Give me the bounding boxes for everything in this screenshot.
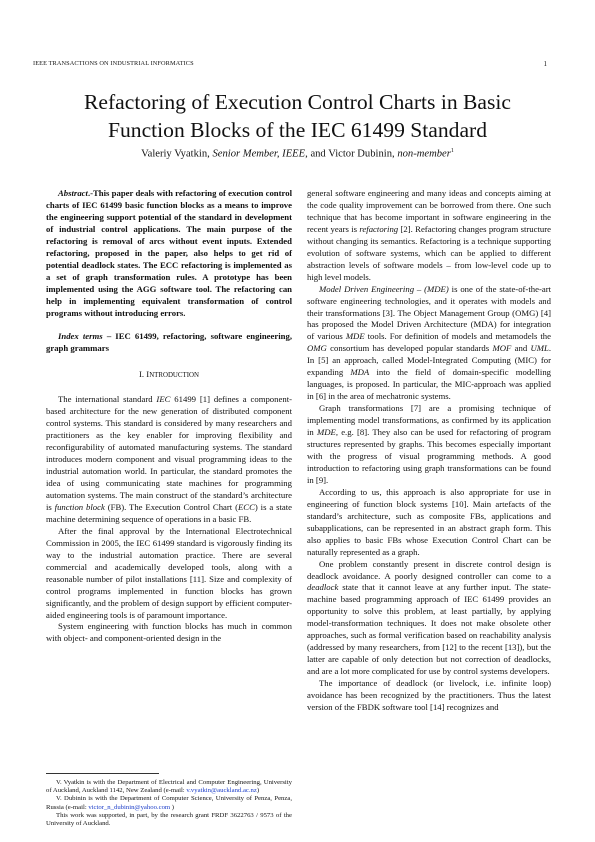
author-line: [0, 148, 595, 160]
email-link-vyatkin[interactable]: v.vyatkin@auckland.ac.nz: [186, 787, 257, 795]
author-and: and: [310, 148, 326, 160]
footnotes: [46, 779, 292, 828]
right-paragraph-1: general software engineering and many ideas and concepts aiming at the code quality improvement can be borrowed from there. One such technique that has become important in software engineering in the recent years is refactoring [2]. Refactoring changes program structure without changing its semantics. Refactoring is a technique supporting evolution of software systems, which can be applied to different abstraction levels of software models – from low-level code up to high level models.: [307, 188, 551, 282]
right-paragraph-6: The importance of deadlock (or livelock, i.e. infinite loop) avoidance has been recognized by the practitioners. Thus the latest version of the FBDK software tool [14] recognizes and: [307, 678, 551, 712]
right-paragraph-5: One problem constantly present in discrete control design is deadlock avoidance. A poorly designed controller can come to a deadlock state that it cannot leave at any further input. The state-machine based programming approach of IEC 61499 provides an opportunity to solve this problem, at least partially, by applying model-transformation techniques. It does not make obsolete other approaches, such as formal verification based on reachability analysis (addressed by many researchers, from [12] to the recent [13]), but the latter are capable of only detection but not correction of deadlocks, and are a lot more complicated for use by control systems developers.: [307, 558, 551, 677]
author-2-name: Victor Dubinin,: [328, 148, 395, 160]
index-terms-text: – IEC 61499, refactoring, software engineering, graph grammars: [46, 331, 292, 354]
section-heading-introduction: I. INTRODUCTION: [139, 369, 199, 380]
footnote-funding: This work was supported, in part, by the research grant FRDF 3622763 / 9573 of the University of Auckland.: [46, 811, 292, 828]
author-1-role: Senior Member, IEEE,: [212, 148, 308, 160]
email-link-dubinin[interactable]: victor_n_dubinin@yahoo.com: [88, 803, 171, 811]
page-number: 1: [543, 60, 547, 68]
right-paragraph-3: Graph transformations [7] are a promising technique of implementing model transformations, as confirmed by its application in MDE, e.g. [8]. They also can be used for refactoring of program structures represented by graphs. This becomes especially important with the progress of visual programming methods. A good introduction to refactoring using graph transformations can be found in [9].: [307, 403, 551, 485]
author-2-role: non-member: [397, 148, 451, 160]
index-terms-lead: Index terms: [58, 331, 103, 342]
intro-paragraph-2: After the final approval by the International Electrotechnical Commission in 2005, the IEC 61499 standard is vigorously finding its way to the industrial automation practice. There are several commercial and academically developed tools, along with a reasonable number of pilot installations [11]. Size and complexity of control programs implemented in function blocks has grown significantly, and the problem of design support by efficient computer-aided engineering tools is of paramount importance.: [46, 525, 292, 620]
paper-title: [0, 88, 595, 144]
right-column: [307, 188, 551, 714]
abstract: [46, 188, 292, 319]
running-header: IEEE TRANSACTIONS ON INDUSTRIAL INFORMATICS: [33, 60, 194, 67]
right-paragraph-4: According to us, this approach is also appropriate for use in engineering of function block systems [10]. Main artefacts of the standard’s architecture, such as composite FBs, applications and subapplications, can be represented in an abstract graph form. This also applies to basic FBs whose Execution Control Chart can be naturally represented as a graph.: [307, 486, 551, 557]
left-column: [46, 188, 292, 645]
footnote-rule: [46, 773, 159, 774]
author-1-name: Valeriy Vyatkin,: [141, 148, 210, 160]
footnote-vyatkin: V. Vyatkin is with the Department of Electrical and Computer Engineering, University of Auckland, Auckland 1142, New Zealand (e-mail: v.vyatkin@auckland.ac.nz): [46, 779, 292, 795]
right-paragraph-2: Model Driven Engineering – (MDE) is one of the state-of-the-art software engineering technologies, and it operates with models and their transformations [3]. The Object Management Group (OMG) [4] has proposed the Model Driven Architecture (MDA) for integration of various MDE tools. For definition of models and metamodels the OMG consortium has developed popular standards MOF and UML. In [5] an approach, called Model-Integrated Computing (MIC) for expanding MDA into the field of domain-specific modelling languages, is proposed. In particular, the MIC-approach was applied in [6] in the area of mechatronic systems.: [307, 283, 552, 402]
footnote-dubinin: V. Dubinin is with the Department of Computer Science, University of Penza, Penza, Russia (e-mail: victor_n_dubinin@yahoo.com ): [46, 795, 292, 811]
intro-paragraph-1: The international standard IEC 61499 [1] defines a component-based architecture for the new generation of distributed component control systems. This standard is considered by many researchers and practitioners as the key enabler for improving flexibility and reconfigurability of automated manufacturing systems. The standard introduces modern component and visual programming ideas to the industrial automation world. In particular, the standard promotes the idea of using communicating state machines for programming automation systems. The main construct of the standard’s architecture is function block (FB). The Execution Control Chart (ECC) is a state machine determining sequence of operations in a basic FB.: [46, 394, 292, 524]
title-line-2: Function Blocks of the IEC 61499 Standard: [107, 118, 488, 142]
abstract-lead: Abstract: [58, 188, 88, 198]
index-terms: [46, 331, 292, 355]
title-line-1: Refactoring of Execution Control Charts in Basic: [84, 90, 511, 114]
abstract-text: .-This paper deals with refactoring of execution control charts of IEC 61499 basic function blocks as a means to improve the engineering support potential of the standard in development of industrial control applications. The main purpose of the refactoring is removal of arcs without event inputs. Extended refactoring, proposed in the paper, also helps to get rid of potential deadlock states. The ECC refactoring is implemented as a set of graph transformation rules. A prototype has been implemented using the AGG software tool. The refactoring can help in implementing equivalent transformation of control programs without introducing errors.: [46, 188, 292, 318]
intro-paragraph-3: System engineering with function blocks has much in common with object- and component-oriented design in the: [46, 621, 292, 644]
author-footnote-mark: 1: [450, 148, 454, 154]
